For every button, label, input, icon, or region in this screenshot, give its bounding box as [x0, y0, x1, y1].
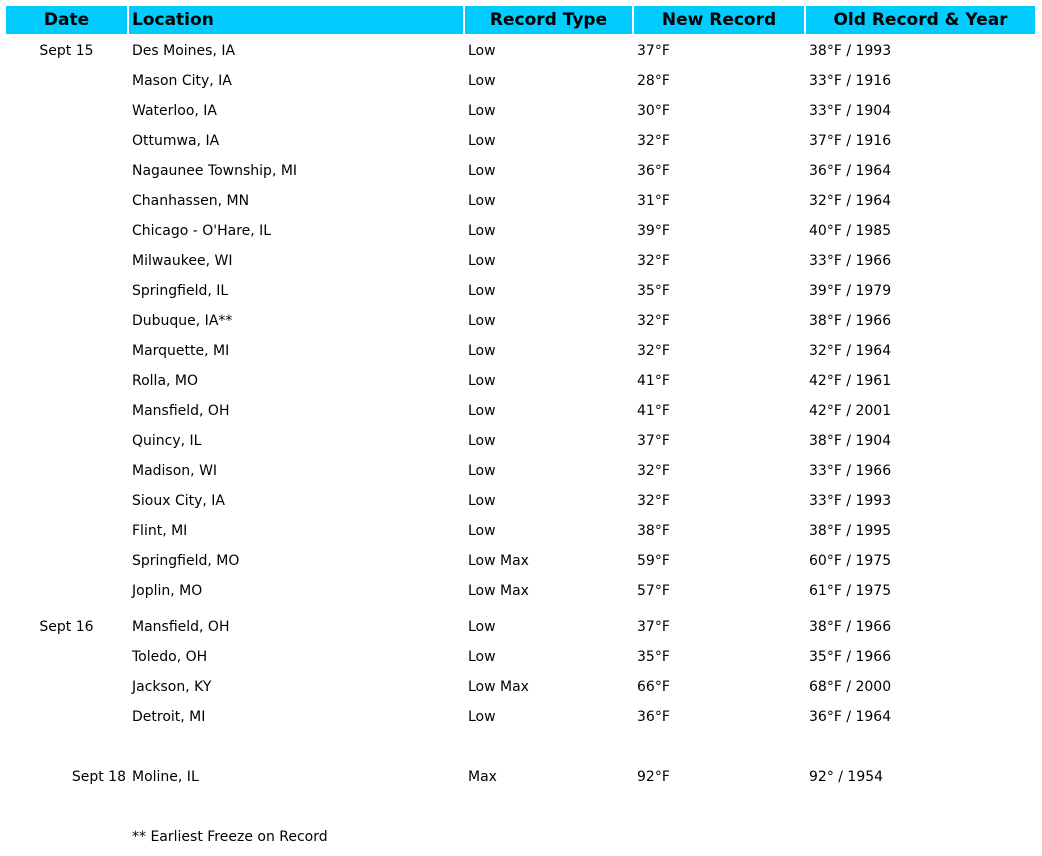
new-record-cell: 32°F	[637, 493, 670, 509]
record-type-cell: Low	[468, 433, 496, 449]
record-type-cell: Low	[468, 253, 496, 269]
new-record-cell: 59°F	[637, 553, 670, 569]
table-row	[0, 430, 1042, 452]
location-cell: Joplin, MO	[132, 583, 203, 599]
old-record-cell: 39°F / 1979	[809, 283, 892, 299]
old-record-cell: 61°F / 1975	[809, 583, 892, 599]
old-record-cell: 32°F / 1964	[809, 343, 892, 359]
new-record-cell: 30°F	[637, 103, 670, 119]
old-record-cell: 33°F / 1966	[809, 253, 892, 269]
new-record-cell: 36°F	[637, 709, 670, 725]
location-cell: Rolla, MO	[132, 373, 199, 389]
location-cell: Nagaunee Township, MI	[132, 163, 298, 179]
record-type-cell: Low	[468, 73, 496, 89]
location-cell: Flint, MI	[132, 523, 188, 539]
table-row	[0, 310, 1042, 332]
location-cell: Mansfield, OH	[132, 403, 230, 419]
location-cell: Springfield, MO	[132, 553, 240, 569]
old-record-cell: 40°F / 1985	[809, 223, 892, 239]
record-type-cell: Low	[468, 463, 496, 479]
location-cell: Madison, WI	[132, 463, 218, 479]
record-type-cell: Low	[468, 103, 496, 119]
location-cell: Dubuque, IA**	[132, 313, 233, 329]
record-type-cell: Low	[468, 493, 496, 509]
old-record-cell: 33°F / 1993	[809, 493, 892, 509]
new-record-cell: 35°F	[637, 649, 670, 665]
location-cell: Marquette, MI	[132, 343, 230, 359]
table-row	[0, 580, 1042, 602]
new-record-cell: 32°F	[637, 253, 670, 269]
table-row	[0, 160, 1042, 182]
table-row	[0, 190, 1042, 212]
header-new-record: New Record	[634, 6, 804, 34]
table-header	[0, 6, 1042, 34]
old-record-cell: 33°F / 1916	[809, 73, 892, 89]
old-record-cell: 32°F / 1964	[809, 193, 892, 209]
new-record-cell: 37°F	[637, 43, 670, 59]
new-record-cell: 39°F	[637, 223, 670, 239]
table-row	[0, 400, 1042, 422]
record-type-cell: Low	[468, 133, 496, 149]
old-record-cell: 68°F / 2000	[809, 679, 892, 695]
old-record-cell: 38°F / 1904	[809, 433, 892, 449]
new-record-cell: 41°F	[637, 373, 670, 389]
record-type-cell: Low	[468, 163, 496, 179]
old-record-cell: 42°F / 1961	[809, 373, 892, 389]
table-row	[0, 100, 1042, 122]
record-type-cell: Low Max	[468, 553, 529, 569]
new-record-cell: 37°F	[637, 619, 670, 635]
location-cell: Ottumwa, IA	[132, 133, 220, 149]
table-row	[0, 676, 1042, 698]
record-type-cell: Low	[468, 223, 496, 239]
header-old-record: Old Record & Year	[806, 6, 1035, 34]
table-row	[0, 220, 1042, 242]
record-type-cell: Low	[468, 313, 496, 329]
record-type-cell: Low	[468, 193, 496, 209]
table-row	[0, 370, 1042, 392]
old-record-cell: 38°F / 1966	[809, 313, 892, 329]
new-record-cell: 36°F	[637, 163, 670, 179]
date-cell: Sept 15	[39, 43, 94, 59]
table-row	[0, 460, 1042, 482]
location-cell: Des Moines, IA	[132, 43, 236, 59]
table-row	[0, 130, 1042, 152]
old-record-cell: 60°F / 1975	[809, 553, 892, 569]
record-type-cell: Low	[468, 283, 496, 299]
record-type-cell: Low	[468, 649, 496, 665]
old-record-cell: 38°F / 1993	[809, 43, 892, 59]
old-record-cell: 38°F / 1966	[809, 619, 892, 635]
old-record-cell: 36°F / 1964	[809, 163, 892, 179]
new-record-cell: 57°F	[637, 583, 670, 599]
location-cell: Quincy, IL	[132, 433, 202, 449]
location-cell: Springfield, IL	[132, 283, 229, 299]
location-cell: Waterloo, IA	[132, 103, 218, 119]
table-row	[0, 340, 1042, 362]
new-record-cell: 35°F	[637, 283, 670, 299]
date-cell: Sept 16	[39, 619, 94, 635]
table-row	[0, 250, 1042, 272]
table-row	[0, 766, 1042, 788]
record-type-cell: Low Max	[468, 583, 529, 599]
new-record-cell: 31°F	[637, 193, 670, 209]
new-record-cell: 32°F	[637, 313, 670, 329]
record-type-cell: Max	[468, 769, 497, 785]
location-cell: Milwaukee, WI	[132, 253, 233, 269]
old-record-cell: 36°F / 1964	[809, 709, 892, 725]
record-type-cell: Low Max	[468, 679, 529, 695]
location-cell: Chicago - O'Hare, IL	[132, 223, 272, 239]
record-type-cell: Low	[468, 373, 496, 389]
new-record-cell: 66°F	[637, 679, 670, 695]
table-row	[0, 490, 1042, 512]
new-record-cell: 32°F	[637, 343, 670, 359]
header-record-type: Record Type	[465, 6, 632, 34]
old-record-cell: 38°F / 1995	[809, 523, 892, 539]
old-record-cell: 42°F / 2001	[809, 403, 892, 419]
old-record-cell: 35°F / 1966	[809, 649, 892, 665]
new-record-cell: 28°F	[637, 73, 670, 89]
table-row	[0, 706, 1042, 728]
table-row	[0, 550, 1042, 572]
location-cell: Detroit, MI	[132, 709, 206, 725]
location-cell: Mansfield, OH	[132, 619, 230, 635]
table-row	[0, 646, 1042, 668]
old-record-cell: 92° / 1954	[809, 769, 884, 785]
header-date: Date	[6, 6, 127, 34]
record-type-cell: Low	[468, 343, 496, 359]
new-record-cell: 37°F	[637, 433, 670, 449]
table-row	[0, 70, 1042, 92]
location-cell: Jackson, KY	[132, 679, 212, 695]
record-type-cell: Low	[468, 619, 496, 635]
location-cell: Sioux City, IA	[132, 493, 225, 509]
old-record-cell: 33°F / 1966	[809, 463, 892, 479]
old-record-cell: 37°F / 1916	[809, 133, 892, 149]
record-type-cell: Low	[468, 43, 496, 59]
table-row	[0, 280, 1042, 302]
location-cell: Toledo, OH	[132, 649, 208, 665]
location-cell: Mason City, IA	[132, 73, 232, 89]
record-type-cell: Low	[468, 523, 496, 539]
old-record-cell: 33°F / 1904	[809, 103, 892, 119]
table-row	[0, 40, 1042, 62]
date-cell: Sept 18	[71, 769, 126, 785]
header-location: Location	[129, 6, 463, 34]
location-cell: Chanhassen, MN	[132, 193, 250, 209]
table-row	[0, 616, 1042, 638]
new-record-cell: 41°F	[637, 403, 670, 419]
new-record-cell: 32°F	[637, 463, 670, 479]
record-type-cell: Low	[468, 403, 496, 419]
footnote: ** Earliest Freeze on Record	[132, 829, 328, 845]
new-record-cell: 92°F	[637, 769, 670, 785]
new-record-cell: 32°F	[637, 133, 670, 149]
table-row	[0, 520, 1042, 542]
new-record-cell: 38°F	[637, 523, 670, 539]
location-cell: Moline, IL	[132, 769, 199, 785]
record-type-cell: Low	[468, 709, 496, 725]
